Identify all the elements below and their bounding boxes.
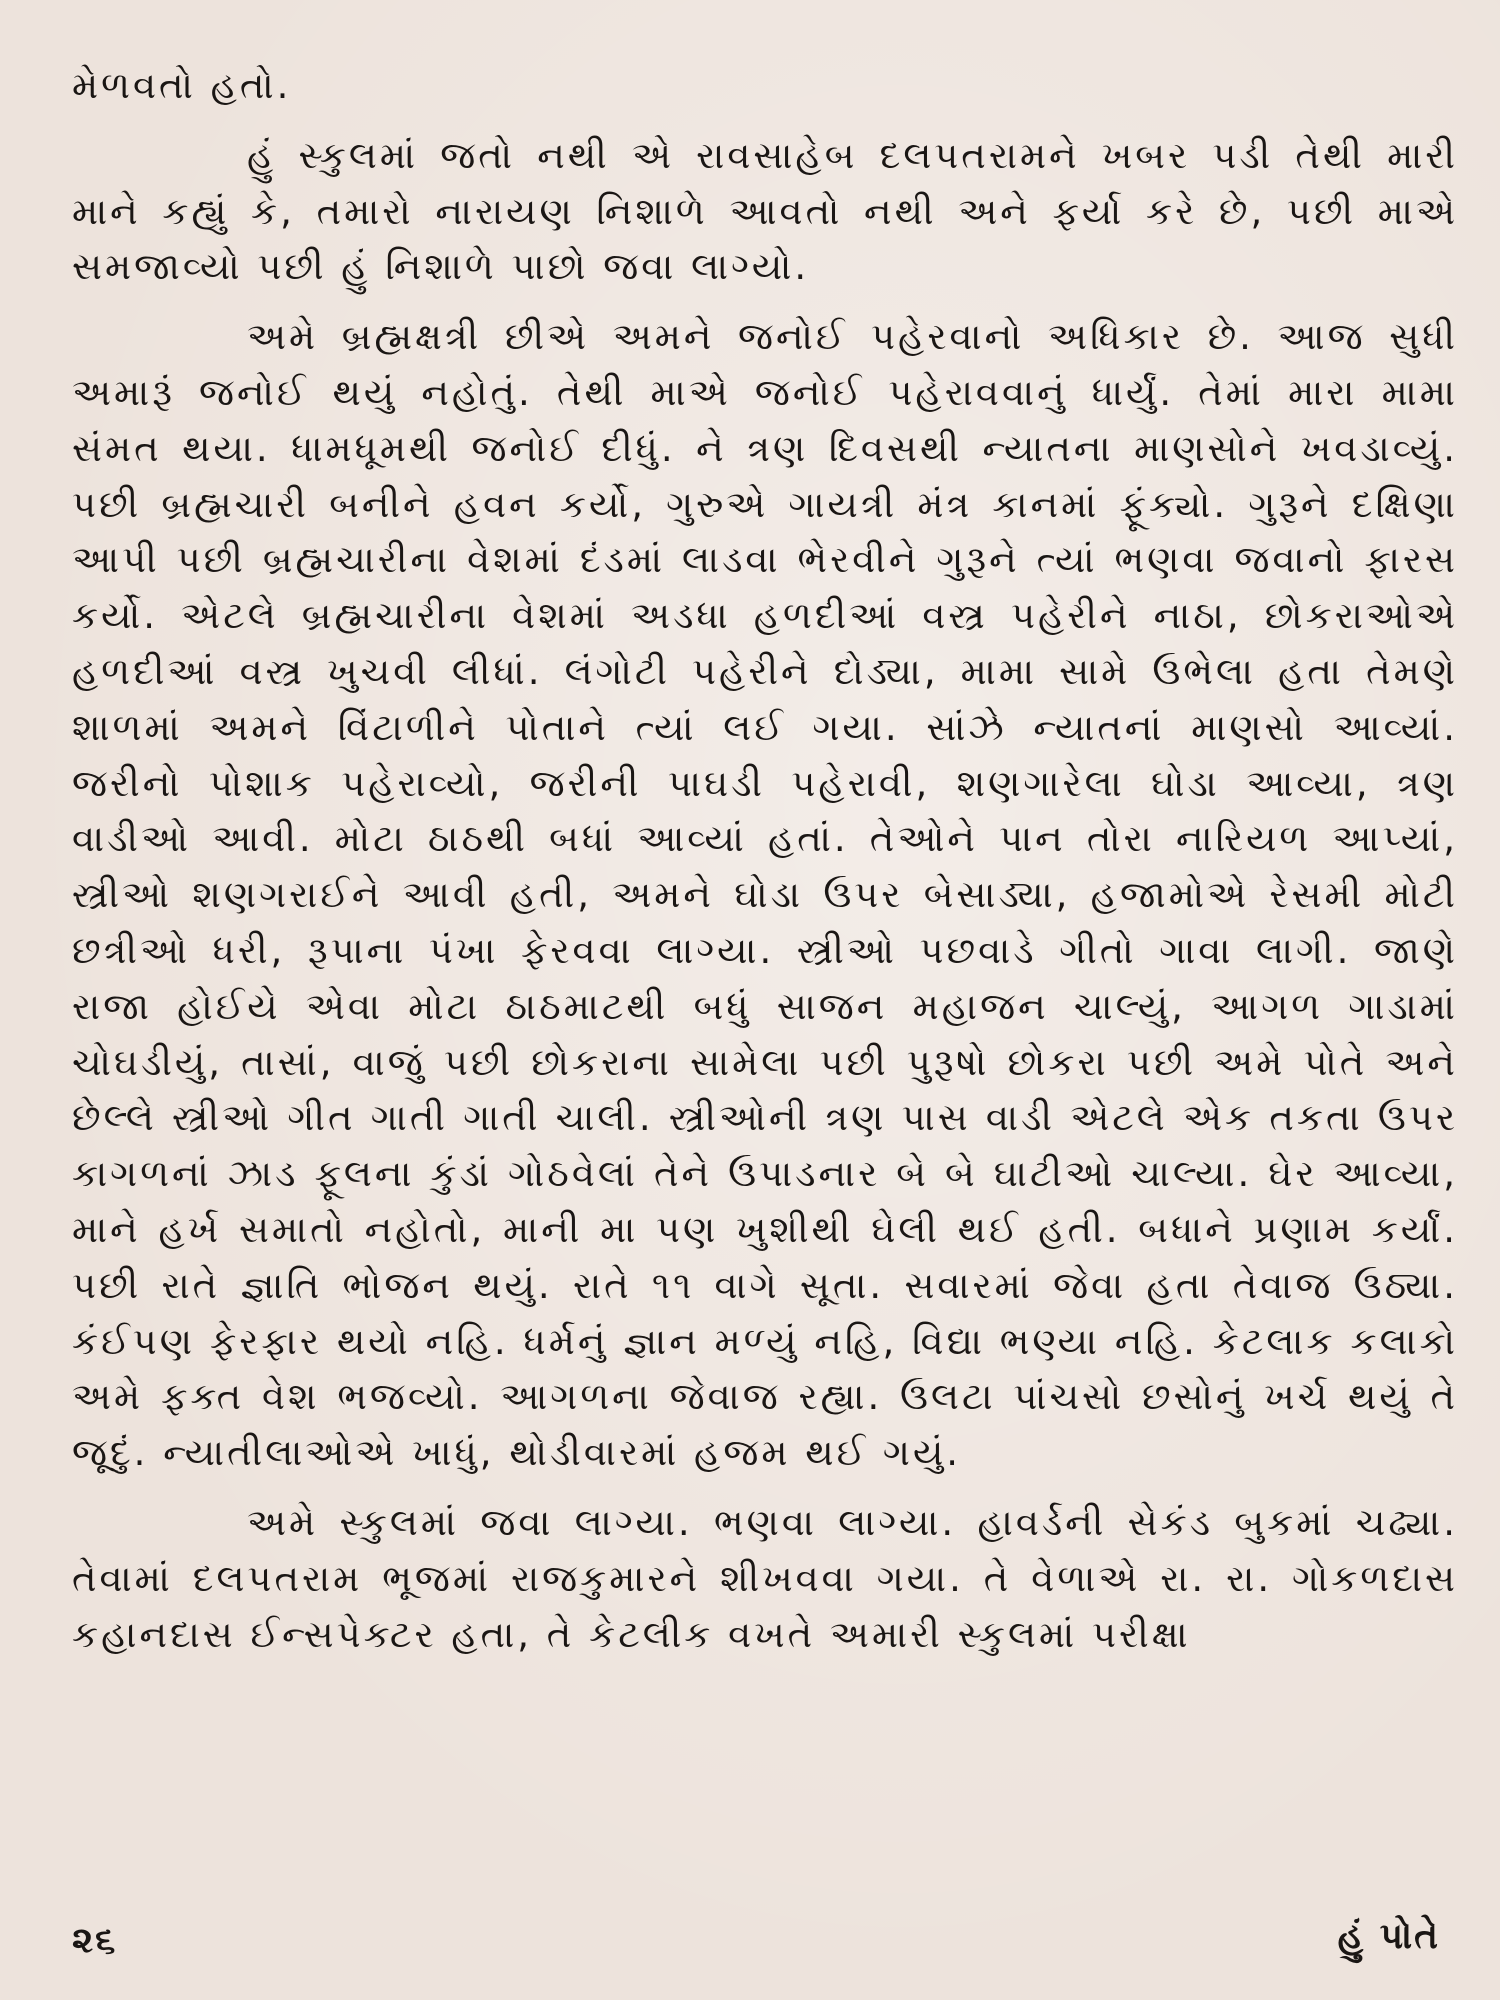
paragraph: અમે બ્રહ્મક્ષત્રી છીએ અમને જનોઈ પહેરવાનો અધિકાર છે. આજ સુધી અમારૂં જનોઈ થયું નહોતું. તેથી માએ જનોઈ પહેરાવવાનું ધાર્યું. તેમાં મારા મામા સંમત થયા. ધામધૂમથી જનોઈ દીધું. ને ત્રણ દિવસથી ન્યાતના માણસોને ખવડાવ્યું. પછી બ્રહ્મચારી બનીને હવન કર્યો, ગુરુએ ગાયત્રી મંત્ર કાનમાં ફૂંક્યો. ગુરૂને દક્ષિણા આપી પછી બ્રહ્મચારીના વેશમાં દંડમાં લાડવા ભેરવીને ગુરૂને ત્યાં ભણવા જવાનો ફારસ કર્યો. એટલે બ્રહ્મચારીના વેશમાં અડધા હળદીઆં વસ્ત્ર પહેરીને નાઠા, છોકરાઓએ હળદીઆં વસ્ત્ર ખુચવી લીધાં. લંગોટી પહેરીને દોડ્યા, મામા સામે ઉભેલા હતા તેમણે શાળમાં અમને વિંટાળીને પોતાને ત્યાં લઈ ગયા. સાંઝે ન્યાતનાં માણસો આવ્યાં. જરીનો પોશાક પહેરાવ્યો, જરીની પાઘડી પહેરાવી, શણગારેલા ઘોડા આવ્યા, ત્રણ વાડીઓ આવી. મોટા ઠાઠથી બધાં આવ્યાં હતાં. તેઓને પાન તોરા નારિયળ આપ્યાં, સ્ત્રીઓ શણગરાઈને આવી હતી, અમને ઘોડા ઉપર બેસાડ્યા, હજામોએ રેસમી મોટી છત્રીઓ ધરી, રૂપાના પંખા ફેરવવા લાગ્યા. સ્ત્રીઓ પછવાડે ગીતો ગાવા લાગી. જાણે રાજા હોઈયે એવા મોટા ઠાઠમાટથી બધું સાજન મહાજન ચાલ્યું, આગળ ગાડામાં ચોઘડીયું, તાસાં, વાજું પછી છોકરાના સામેલા પછી પુરૂષો છોકરા પછી અમે પોતે અને છેલ્લે સ્ત્રીઓ ગીત ગાતી ગાતી ચાલી. સ્ત્રીઓની ત્રણ પાસ વાડી એટલે એક તકતા ઉપર કાગળનાં ઝાડ ફૂલના કુંડાં ગોઠવેલાં તેને ઉપાડનાર બે બે ઘાટીઓ ચાલ્યા. ઘેર આવ્યા, માને હર્ખ સમાતો નહોતો, માની મા પણ ખુશીથી ઘેલી થઈ હતી. બધાને પ્રણામ કર્યાં. પછી રાતે જ્ઞાતિ ભોજન થયું. રાતે ૧૧ વાગે સૂતા. સવારમાં જેવા હતા તેવાજ ઉઠ્યા. કંઈપણ ફેરફાર થયો નહિ. ધર્મનું જ્ઞાન મળ્યું નહિ, વિદ્યા ભણ્યા નહિ. કેટલાક કલાકો અમે ફક્ત વેશ ભજવ્યો. આગળના જેવાજ રહ્યા. ઉલટા પાંચસો છસોનું ખર્ચ થયું તે જૂદું. ન્યાતીલાઓએ ખાધું, થોડીવારમાં હજમ થઈ ગયું. — [72, 315, 1458, 1475]
paragraph-continuation: મેળવતો હતો. — [72, 64, 292, 107]
paragraph: હું સ્કુલમાં જતો નથી એ રાવસાહેબ દલપતરામને ખબર પડી તેથી મારી માને કહ્યું કે, તમારો નારાયણ નિશાળે આવતો નથી અને ફર્યા કરે છે, પછી માએ સમજાવ્યો પછી હું નિશાળે પાછો જવા લાગ્યો. — [72, 133, 1458, 289]
body-text — [72, 58, 1458, 1662]
page-number: ૨૬ — [72, 1920, 118, 1961]
running-title: હું પોતે — [1337, 1916, 1440, 1957]
paragraph: અમે સ્કુલમાં જવા લાગ્યા. ભણવા લાગ્યા. હાવર્ડની સેકંડ બુકમાં ચઢ્યા. તેવામાં દલપતરામ ભૂજમાં રાજકુમારને શીખવવા ગયા. તે વેળાએ રા. રા. ગોકળદાસ કહાનદાસ ઈન્સપેક્ટર હતા, તે કેટલીક વખતે અમારી સ્કુલમાં પરીક્ષા — [72, 1500, 1458, 1656]
